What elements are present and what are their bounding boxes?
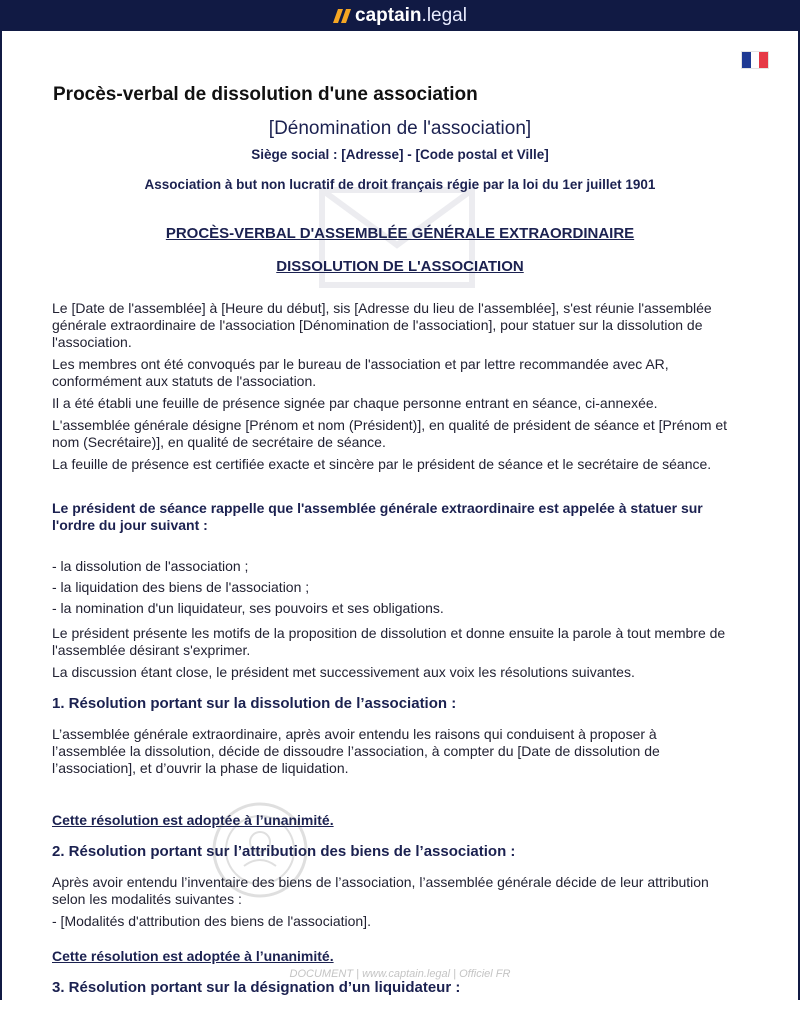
discussion-paragraph: Le président présente les motifs de la proposition de dissolution et donne ensuite la parole à tout membre de l'assemblée désirant s'exprimer. <box>52 625 726 658</box>
discussion-paragraph: La discussion étant close, le président met successivement aux voix les résolutions suivantes. <box>52 664 635 680</box>
pv-heading: PROCÈS-VERBAL D'ASSEMBLÉE GÉNÉRALE EXTRAORDINAIRE <box>165 225 635 242</box>
logo-slashes-icon <box>333 9 351 23</box>
logo-brand-light: .legal <box>421 4 467 26</box>
document-title: Procès-verbal de dissolution d'une association <box>53 84 478 105</box>
french-flag-icon[interactable] <box>741 51 769 69</box>
agenda-list <box>52 558 732 617</box>
document-body <box>52 300 732 1010</box>
agenda-item: - la nomination d'un liquidateur, ses pouvoirs et ses obligations. <box>52 600 444 616</box>
resolution-1-title: 1. Résolution portant sur la dissolution de l’association : <box>52 695 457 712</box>
agenda-item: - la liquidation des biens de l'association ; <box>52 579 310 595</box>
seal-watermark-icon <box>210 800 310 900</box>
dissolution-heading: DISSOLUTION DE L'ASSOCIATION <box>276 258 524 275</box>
agenda-item: - la dissolution de l'association ; <box>52 558 249 574</box>
agenda-intro: Le président de séance rappelle que l'assemblée générale extraordinaire est appelée à statuer sur l'ordre du jour suivant : <box>52 500 703 533</box>
paragraph: L'assemblée générale désigne [Prénom et nom (Président)], en qualité de président de séance et [Prénom et nom (Secrétaire)], en qualité de secrétaire de séance. <box>52 417 728 450</box>
logo-brand-bold: captain <box>355 4 422 26</box>
association-name: [Dénomination de l'association] <box>268 118 532 139</box>
paragraph: Il a été établi une feuille de présence signée par chaque personne entrant en séance, ci-annexée. <box>52 395 658 411</box>
resolution-2-item: - [Modalités d'attribution des biens de l'association]. <box>52 913 371 929</box>
resolution-3-title: 3. Résolution portant sur la désignation d’un liquidateur : <box>52 979 461 996</box>
paragraph: Le [Date de l'assemblée] à [Heure du début], sis [Adresse du lieu de l'assemblée], s'est réunie l'assemblée générale extraordinaire de l'association [Dénomination de l'association], pour statuer sur la dissolution de l'association. <box>52 300 712 350</box>
footer-watermark: DOCUMENT | www.captain.legal | Officiel FR <box>289 968 511 980</box>
paragraph: Les membres ont été convoqués par le bureau de l'association et par lettre recommandée avec AR, conformément aux statuts de l'association. <box>52 356 669 389</box>
paragraph: La feuille de présence est certifiée exacte et sincère par le président de séance et le secrétaire de séance. <box>52 456 712 472</box>
resolution-1-adopted: Cette résolution est adoptée à l’unanimité. <box>52 812 334 828</box>
top-bar <box>0 0 800 31</box>
captain-legal-logo[interactable] <box>333 5 467 27</box>
siege-social: Siège social : [Adresse] - [Code postal et Ville] <box>251 147 549 162</box>
resolution-2-title: 2. Résolution portant sur l’attribution des biens de l’association : <box>52 843 516 860</box>
resolution-2-text: Après avoir entendu l’inventaire des biens de l’association, l’assemblée générale décide de leur attribution selon les modalités suivantes : <box>52 874 709 907</box>
resolution-1-text: L’assemblée générale extraordinaire, après avoir entendu les raisons qui conduisent à proposer à l’assemblée la dissolution, décide de dissoudre l’association, à compter du [Date de dissolution de l’association], et d’ouvrir la phase de liquidation. <box>52 726 660 776</box>
association-type: Association à but non lucratif de droit français régie par la loi du 1er juillet 1901 <box>144 177 656 192</box>
resolution-2-adopted: Cette résolution est adoptée à l’unanimité. <box>52 948 334 964</box>
